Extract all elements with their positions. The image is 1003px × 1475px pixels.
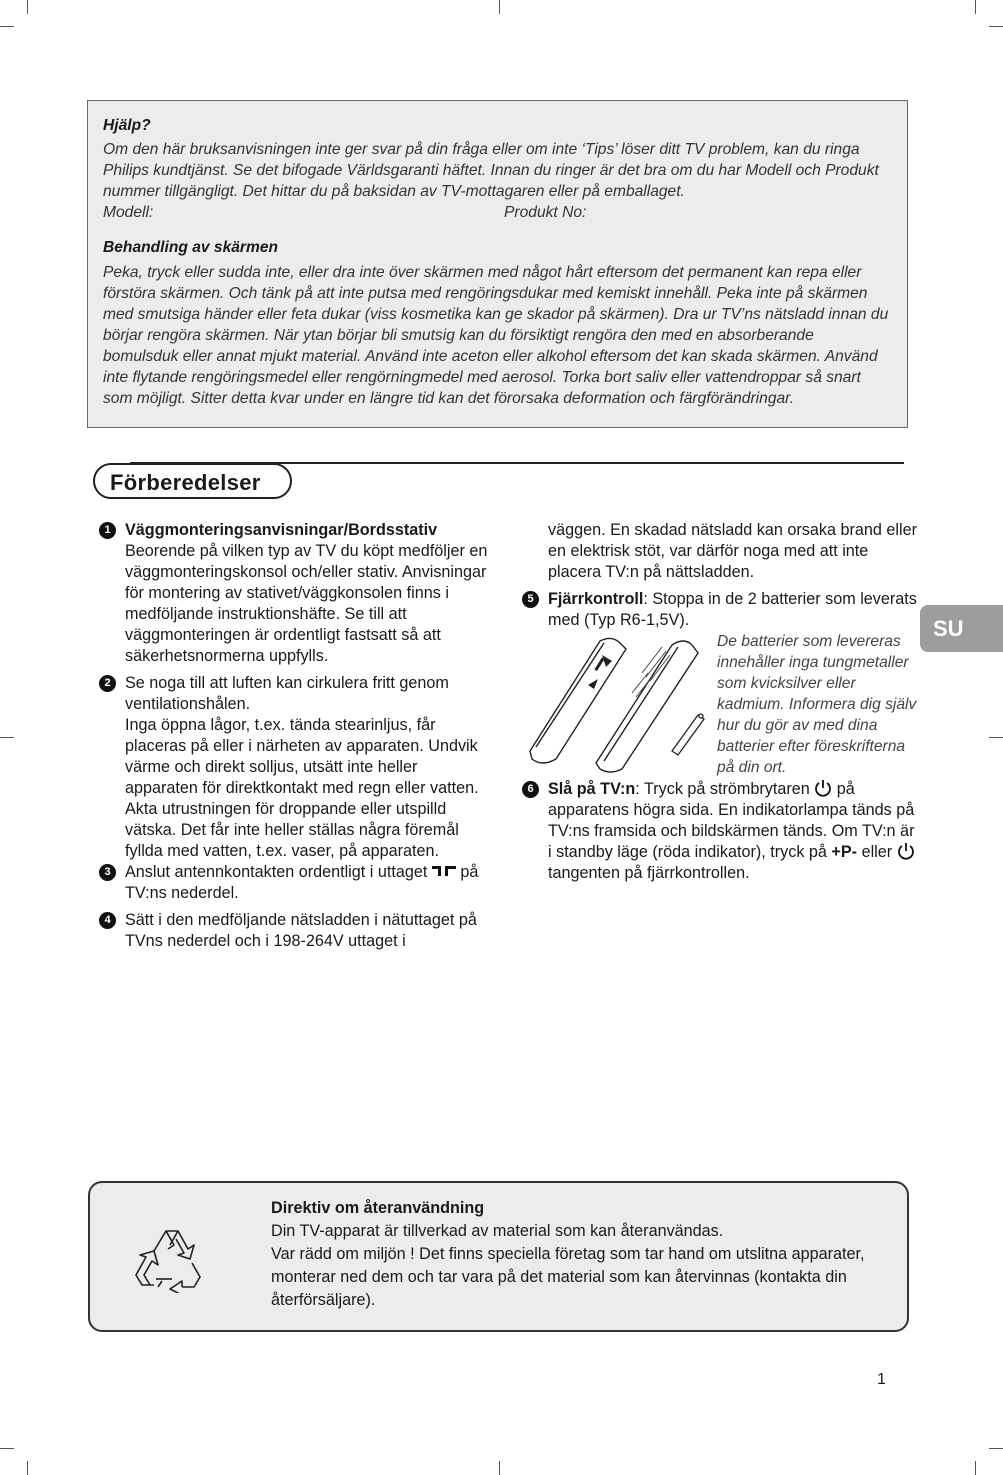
help-box xyxy=(87,100,908,428)
step-5 xyxy=(522,589,920,631)
step-6-title: Slå på TV:n xyxy=(548,780,636,798)
step-3 xyxy=(99,862,491,904)
crop-mark xyxy=(975,0,976,14)
crop-mark xyxy=(499,1461,500,1475)
crop-mark xyxy=(975,1461,976,1475)
step-2-text-a: Se noga till att luften kan cirkulera fritt genom ventilationshålen. xyxy=(125,674,449,713)
crop-mark xyxy=(27,1461,28,1475)
crop-mark xyxy=(989,26,1003,27)
step-3-text-a: Anslut antennkontakten ordentligt i uttaget xyxy=(125,863,428,881)
right-column xyxy=(522,520,920,890)
step-5-title: Fjärrkontroll xyxy=(548,590,644,608)
crop-mark xyxy=(0,737,14,738)
step-6 xyxy=(522,779,920,884)
step-6-text-b: på apparatens högra sida. En indikatorlampa tänds på TV:ns framsida och bildskärmen tänds. Om TV:n är i standby läge (röda indikator), tryck på xyxy=(548,780,915,861)
battery-note: De batterier som levereras innehåller inga tungmetaller som kvicksilver eller kadmium. Informera dig själv hur du gör av med dina batterier efter föreskrifterna på din ort. xyxy=(717,633,917,776)
step-5-text: : Stoppa in de 2 batterier som leverats med (Typ R6-1,5V). xyxy=(548,590,917,629)
page-number: 1 xyxy=(877,1371,886,1388)
step-number-badge: 1 xyxy=(99,522,116,539)
product-number-label: Produkt No: xyxy=(504,204,587,221)
power-icon xyxy=(897,842,915,860)
crop-mark xyxy=(0,1448,14,1449)
remote-control-illustration-icon xyxy=(522,633,712,773)
step-3-text-b: på TV:ns nederdel. xyxy=(125,863,479,902)
antenna-socket-icon xyxy=(432,864,456,878)
recycle-icon xyxy=(132,1223,204,1293)
step-1-title: Väggmonteringsanvisningar/Bordsstativ xyxy=(125,521,438,539)
step-6-text-a: : Tryck på strömbrytaren xyxy=(635,780,810,798)
recycling-title: Direktiv om återanvändning xyxy=(271,1199,485,1217)
step-2 xyxy=(99,673,491,862)
recycling-line-2: Var rädd om miljön ! Det finns speciella företag som tar hand om utslitna apparater, monterar ned dem och tar vara på det material som kan återvinnas (kontakta din återförsäljare). xyxy=(271,1245,865,1309)
step-4-continuation: väggen. En skadad nätsladd kan orsaka brand eller en elektrisk stöt, var därför noga med att inte placera TV:n på nättsladden. xyxy=(548,521,917,581)
remote-battery-block xyxy=(522,631,920,779)
power-icon xyxy=(814,779,832,797)
recycling-text xyxy=(271,1197,881,1312)
crop-mark xyxy=(0,26,14,27)
step-6-text-d: tangenten på fjärrkontrollen. xyxy=(548,864,750,882)
step-number-badge: 5 xyxy=(522,591,539,608)
step-1-text: Beorende på vilken typ av TV du köpt medföljer en väggmonteringskonsol och/eller stativ. Anvisningar för montering av stativet/väggkonsolen finns i medföljande instruktionshäfte. Se till att väggmonteringen är ordentligt fastsatt så att säkerhetsnormerna uppfylls. xyxy=(125,542,488,665)
step-number-badge: 3 xyxy=(99,864,116,881)
recycling-line-1: Din TV-apparat är tillverkad av material som kan återanvändas. xyxy=(271,1222,724,1240)
crop-mark xyxy=(499,0,500,14)
left-column xyxy=(99,520,491,958)
section-title: Förberedelser xyxy=(93,463,292,499)
step-1 xyxy=(99,520,491,667)
crop-mark xyxy=(27,0,28,14)
model-row xyxy=(103,202,893,223)
screen-care-heading: Behandling av skärmen xyxy=(103,239,279,256)
step-4-text: Sätt i den medföljande nätsladden i nätuttaget på TVns nederdel och i 198-264V uttaget i xyxy=(125,911,477,950)
language-tab: SU xyxy=(920,605,1003,652)
step-4-continued xyxy=(522,520,920,583)
step-number-badge: 6 xyxy=(522,781,539,798)
program-key-label: +P- xyxy=(831,843,858,861)
crop-mark xyxy=(989,737,1003,738)
step-2-text-b: Inga öppna lågor, t.ex. tända stearinljus, får placeras på eller i närheten av apparaten. Undvik värme och direkt solljus, utsätt inte heller apparaten för direktkontakt med regn eller vatten. Akta utrustningen för droppande eller utspilld vätska. Det får inte heller ställas några föremål fyllda med vatten, t.ex. vaser, på apparaten. xyxy=(125,716,479,860)
help-heading: Hjälp? xyxy=(103,117,151,134)
step-number-badge: 2 xyxy=(99,675,116,692)
crop-mark xyxy=(989,1448,1003,1449)
help-text: Om den här bruksanvisningen inte ger svar på din fråga eller om inte ‘Tips’ löser ditt TV problem, kan du ringa Philips kundtjänst. Se det bifogade Världsgaranti häftet. Innan du ringer är det bra om du har Modell och Produkt nummer tillgängligt. Det hittar du på baksidan av TV-mottagaren eller på emballaget. xyxy=(103,141,879,200)
recycling-box xyxy=(88,1181,909,1332)
step-4 xyxy=(99,910,491,952)
step-6-text-c: eller xyxy=(861,843,893,861)
step-number-badge: 4 xyxy=(99,912,116,929)
model-label: Modell: xyxy=(103,204,154,221)
screen-care-text: Peka, tryck eller sudda inte, eller dra inte över skärmen med något hårt eftersom det permanent kan repa eller förstöra skärmen. Och tänk på att inte putsa med rengöringsdukar med kemiskt innehåll. Peka inte på skärmen med smutsiga händer eller feta dukar (viss kosmetika kan ge skador på skärmen). Dra ur TV’ns nätsladd innan du börjar rengöra skärmen. När ytan börjar bli smutsig kan du försiktigt rengöra den med en absorberande bomulsduk eller annat mjukt material. Använd inte aceton eller alkohol eftersom det kan skada skärmen. Använd inte flytande rengöringsmedel eller rengörningmedel med aerosol. Torka bort saliv eller vattendroppar så snart som möjligt. Sitter detta kvar under en längre tid kan det förorsaka deformation och färgförändringar. xyxy=(103,264,889,407)
